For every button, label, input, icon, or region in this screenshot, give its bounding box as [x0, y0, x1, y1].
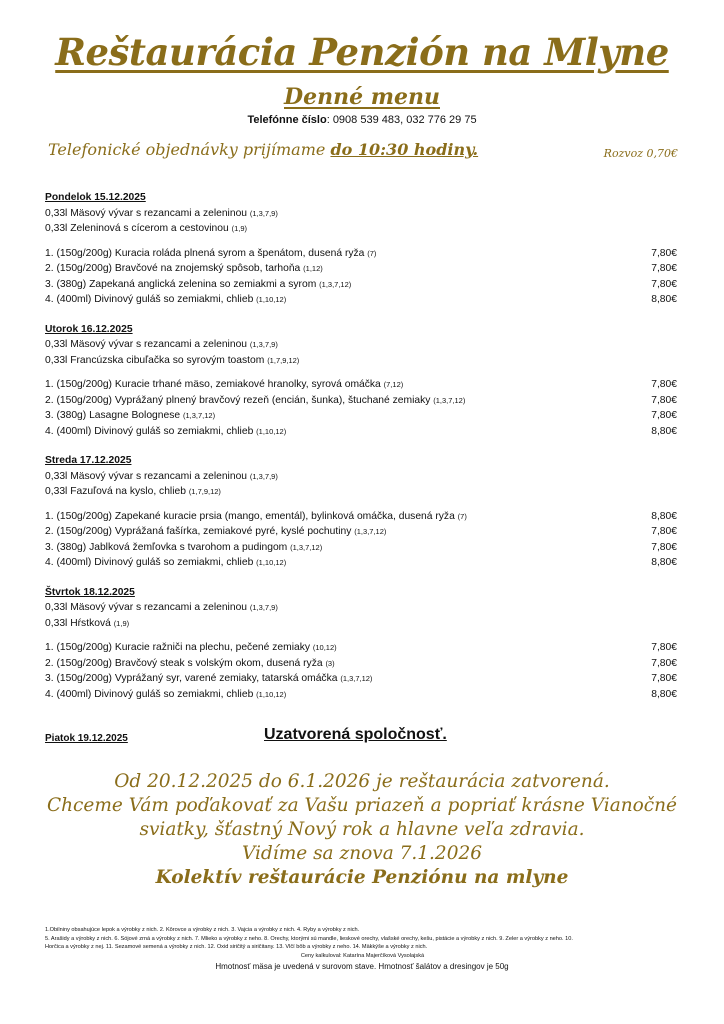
soup-item: 0,33l Francúzska cibuľačka so syrovým toastom (1,7,9,12)	[45, 354, 300, 366]
main-dish-item: 3. (150g/200g) Vyprážaný syr, varené zemiaky, tatarská omáčka (1,3,7,12) 7,80€	[45, 671, 677, 687]
main-dish-item: 2. (150g/200g) Vyprážaný plnený bravčový rezeň (encián, šunka), štuchané zemiaky (1,3,7,12) 7,80€	[45, 393, 677, 409]
soup-item: 0,33l Mäsový vývar s rezancami a zeleninou (1,3,7,9)	[45, 339, 278, 350]
weight-note: Hmotnosť mäsa je uvedená v surovom stave. Hmotnosť šalátov a dresingov je 50g	[215, 962, 509, 971]
allergens: (1,3,7,12)	[433, 395, 466, 405]
allergens: (7,12)	[383, 380, 404, 389]
price: 7,80€	[651, 278, 677, 290]
team-signature: Kolektív reštaurácie Penziónu na mlyne	[155, 867, 569, 888]
orders-time: do 10:30 hodiny.	[330, 140, 479, 159]
main-dish-item: 4. (400ml) Divinový guláš so zemiakmi, chlieb (1,10,12) 8,80€	[45, 555, 677, 571]
allergens: (1,3,7,12)	[354, 527, 387, 536]
holiday-message	[0, 770, 724, 890]
main-dish-item: 2. (150g/200g) Bravčový steak s volským okom, dusená ryža (3) 7,80€	[45, 656, 677, 672]
delivery-fee: Rozvoz 0,70€	[603, 147, 678, 160]
day-heading: Pondelok 15.12.2025	[45, 192, 146, 203]
closing-line: Vidíme sa znova 7.1.2026	[241, 843, 483, 864]
allergens: (1,7,9,12)	[188, 487, 221, 496]
price: 7,80€	[651, 642, 677, 653]
allergens: (1,10,12)	[256, 295, 287, 304]
phone-number: : 0908 539 483, 032 776 29 75	[326, 114, 477, 126]
allergens: (10,12)	[312, 643, 337, 652]
soup-item: 0,33l Fazuľová na kyslo, chlieb (1,7,9,12)	[45, 486, 221, 497]
price: 7,80€	[651, 657, 677, 669]
closed-event-note: Uzatvorená spoločnosť.	[264, 726, 447, 743]
closing-line: Chceme Vám poďakovať za Vašu priazeň a popriať krásne Vianočné	[46, 795, 678, 816]
allergens: (1,10,12)	[256, 558, 287, 567]
allergen-line: Horčica a výrobky z nej. 11. Sezamové semená a výrobky z nich. 12. Oxid siričitý a siričitany. 13. Vlčí bôb a výrobky z neho. 14. Mäkkýše a výrobky z nich.	[45, 944, 428, 951]
main-dish-item: 4. (400ml) Divinový guláš so zemiakmi, chlieb (1,10,12) 8,80€	[45, 687, 677, 703]
price-calculator-note: Ceny kalkuloval: Katarína Majerčíková Vysolajská	[300, 952, 425, 959]
main-dish-item: 3. (380g) Lasagne Bolognese (1,3,7,12) 7,80€	[45, 408, 677, 424]
day-heading: Utorok 16.12.2025	[45, 323, 133, 335]
day-heading: Streda 17.12.2025	[45, 455, 132, 466]
price: 7,80€	[651, 263, 677, 274]
main-dish-item: 1. (150g/200g) Kuracie trhané mäso, zemiakové hranolky, syrová omáčka (7,12) 7,80€	[45, 377, 677, 393]
allergens: (1,3,7,12)	[319, 279, 352, 289]
main-dish-item: 2. (150g/200g) Bravčové na znojemský spôsob, tarhoňa (1,12) 7,80€	[45, 261, 677, 277]
menu-subtitle: Denné menu	[284, 84, 440, 110]
allergens: (1,3,7,12)	[182, 411, 216, 420]
price: 8,80€	[651, 425, 677, 437]
orders-note	[48, 140, 478, 159]
day-section	[45, 190, 677, 308]
price: 8,80€	[651, 294, 677, 305]
allergen-line: 5. Arašidy a výrobky z nich. 6. Sójové zrná a výrobky z nich. 7. Mlieko a výrobky z neho. 8. Orechy, ktorými sú mandle, lieskové orechy, vlašské orechy, kešu, pistácie a výrobky z nich. 9. Zeler a výrobky z neho. 10.	[45, 935, 573, 942]
orders-text: Telefonické objednávky prijímame	[48, 140, 331, 159]
main-dish-item: 3. (380g) Zapekaná anglická zelenina so zemiakmi a syrom (1,3,7,12) 7,80€	[45, 277, 677, 293]
friday-heading: Piatok 19.12.2025	[45, 733, 128, 744]
day-section	[45, 322, 677, 440]
soup-item: 0,33l Hŕstková (1,9)	[45, 617, 130, 629]
allergens: (1,9)	[231, 224, 248, 233]
allergens: (1,3,7,9)	[249, 208, 278, 218]
phone-line	[0, 114, 724, 126]
price: 7,80€	[651, 541, 677, 553]
closing-line: Od 20.12.2025 do 6.1.2026 je reštaurácia zatvorená.	[114, 771, 610, 792]
allergens: (1,10,12)	[256, 426, 287, 436]
allergens: (1,7,9,12)	[267, 355, 300, 365]
price: 7,80€	[651, 394, 677, 406]
price: 7,80€	[651, 247, 677, 259]
main-dish-item: 4. (400ml) Divinový guláš so zemiakmi, chlieb (1,10,12) 8,80€	[45, 292, 677, 308]
main-dish-item: 1. (150g/200g) Kuracia roláda plnená syrom a špenátom, dusená ryža (7) 7,80€	[45, 246, 677, 262]
day-heading: Štvrtok 18.12.2025	[45, 586, 135, 598]
allergens: (1,10,12)	[256, 689, 287, 699]
allergen-legend	[45, 926, 680, 960]
price: 7,80€	[651, 673, 677, 684]
main-dish-item: 1. (150g/200g) Zapekané kuracie prsia (mango, ementál), bylinková omáčka, dusená ryža (7) 8,80€	[45, 509, 677, 525]
allergens: (3)	[325, 658, 335, 668]
allergens: (7)	[457, 511, 467, 521]
price: 8,80€	[651, 557, 677, 568]
day-section	[45, 585, 677, 703]
price: 8,80€	[651, 510, 677, 522]
main-dish-item: 4. (400ml) Divinový guláš so zemiakmi, chlieb (1,10,12) 8,80€	[45, 424, 677, 440]
main-dish-item: 2. (150g/200g) Vyprážaná fašírka, zemiakové pyré, kyslé pochutiny (1,3,7,12) 7,80€	[45, 524, 677, 540]
closing-line: sviatky, šťastný Nový rok a hlavne veľa zdravia.	[139, 819, 585, 840]
price: 8,80€	[651, 688, 677, 700]
price: 7,80€	[651, 526, 677, 537]
main-dish-item: 1. (150g/200g) Kuracie ražniči na plechu, pečené zemiaky (10,12) 7,80€	[45, 640, 677, 656]
allergens: (1,3,7,9)	[249, 340, 278, 349]
allergens: (1,3,7,12)	[340, 674, 373, 683]
price: 7,80€	[651, 379, 677, 390]
allergen-line: 1.Obilniny obsahujúce lepok a výrobky z nich. 2. Kôrovce a výrobky z nich. 3. Vajcia a výrobky z nich. 4. Ryby a výrobky z nich.	[45, 927, 360, 933]
restaurant-title: Reštaurácia Penzión na Mlyne	[55, 30, 669, 74]
allergens: (1,9)	[113, 618, 130, 628]
price: 7,80€	[651, 410, 677, 421]
soup-item: 0,33l Mäsový vývar s rezancami a zeleninou (1,3,7,9)	[45, 470, 278, 482]
soup-item: 0,33l Mäsový vývar s rezancami a zeleninou (1,3,7,9)	[45, 602, 278, 613]
day-section	[45, 453, 677, 571]
allergens: (1,12)	[303, 264, 323, 273]
soup-item: 0,33l Mäsový vývar s rezancami a zeleninou (1,3,7,9)	[45, 207, 278, 219]
phone-label: Telefónne číslo	[247, 114, 327, 126]
allergens: (1,3,7,12)	[290, 542, 323, 552]
allergens: (7)	[367, 248, 377, 258]
main-dish-item: 3. (380g) Jablková žemľovka s tvarohom a pudingom (1,3,7,12) 7,80€	[45, 540, 677, 556]
allergens: (1,3,7,9)	[249, 471, 278, 481]
soup-item: 0,33l Zeleninová s cícerom a cestovinou (1,9)	[45, 223, 248, 234]
weekly-menu	[45, 190, 677, 716]
allergens: (1,3,7,9)	[249, 603, 278, 612]
